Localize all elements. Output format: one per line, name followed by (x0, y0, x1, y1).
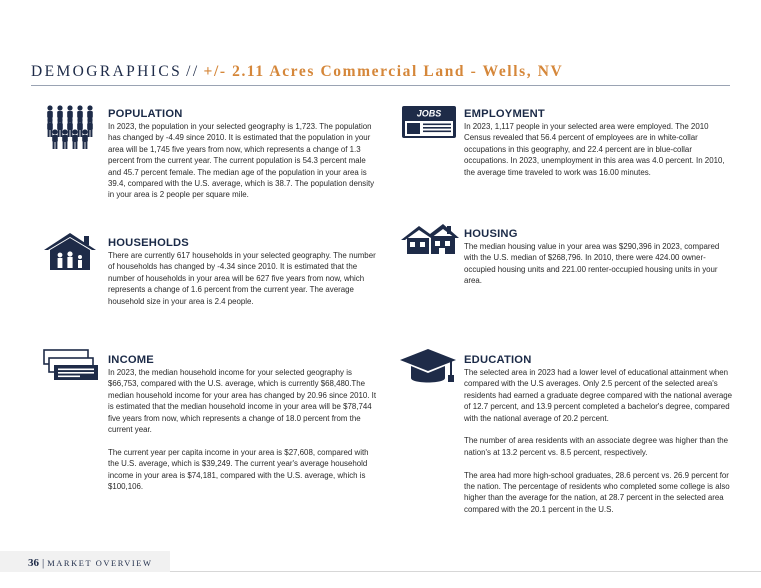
employment-section (464, 108, 734, 178)
house-icon (399, 220, 461, 256)
households-text: There are currently 617 households in your selected geography. The number of households has changed by -4.34 since 2010. It is estimated that the number of households in your area will be 627 five years from now, which represents a change of 1.6 percent from the current year. The average household size in your area is 2.4 people. (108, 251, 376, 306)
education-title: EDUCATION (464, 354, 532, 366)
footer-separator: | (42, 557, 45, 569)
education-text: The selected area in 2023 had a lower level of educational attainment when compared with the U.S averages. Only 2.5 percent of the selected area's residents had earned a graduate degree compared with the national average of 12.7 percent, and 13.9 percent completed a bachelor's degree, compared with the national average of 20.2 percent. The number of area residents with an associate degree was higher than the nation's at 13.2 percent vs. 8.5 percent, respectively. The area had more high-school graduates, 28.6 percent vs. 26.9 percent for the nation. The percentage of residents who completed some college is also higher than the average for the nation, at 28.7 percent in the selected area compared with the 20.1 percent in the U.S. (464, 368, 733, 514)
housing-text: The median housing value in your area was $290,396 in 2023, compared with the U.S. median of $268,796. In 2010, there were 424.00 owner-occupied housing units and 221.00 renter-occupied housing units in your area. (464, 242, 720, 286)
household-icon (44, 232, 100, 272)
header-divider (31, 85, 730, 86)
header-separator: // (186, 63, 200, 80)
population-text: In 2023, the population in your selected geography is 1,723. The population has changed by -4.49 since 2010. It is estimated that the population in your area will be 1,745 five years from now, which represents a change of 1.3 percent from the current year. The current population is 54.3 percent male and 45.7 percent female. The median age of the population in your area is 39.4, compared with the U.S. average, which is 38.7. The population density in your area is 2 people per square mile. (108, 122, 375, 200)
income-section (108, 354, 380, 492)
money-icon (42, 348, 100, 382)
employment-text: In 2023, 1,117 people in your selected area were employed. The 2010 Census revealed that 56.4 percent of employees are in white-collar occupations in this geography, and 22.4 percent are in blue-collar occupations. In 2023, unemployment in this area was 4.0 percent. In 2010, the average time traveled to work was 16.00 minutes. (464, 122, 725, 177)
page-number: 36 (28, 557, 39, 569)
households-section (108, 237, 380, 307)
population-icon (45, 105, 99, 151)
footer-divider (170, 571, 761, 572)
graduation-cap-icon (398, 346, 458, 390)
education-section (464, 354, 734, 515)
income-text: In 2023, the median household income for your selected geography is $66,753, compared with the U.S. average, which is currently $68,480.The median household income for your area has changed by 20.96 since 2010. It is estimated that the median household income in your area will be $78,744 five years from now, which represents a change of 18.0 percent from the current year. The current year per capita income in your area is $27,608, compared with the U.S. average, which is $39,249. The current year's average household income in your area is $74,181, compared with the U.S. average, which is $100,106. (108, 368, 377, 492)
housing-section (464, 228, 734, 287)
footer-label: MARKET OVERVIEW (47, 559, 153, 568)
header-section-title: DEMOGRAPHICS (31, 63, 183, 80)
page-header (31, 63, 563, 81)
income-title: INCOME (108, 354, 154, 366)
jobs-icon-label: JOBS (416, 108, 442, 119)
housing-title: HOUSING (464, 228, 518, 240)
employment-title: EMPLOYMENT (464, 108, 545, 120)
population-title: POPULATION (108, 108, 183, 120)
jobs-icon (401, 104, 459, 140)
households-title: HOUSEHOLDS (108, 237, 189, 249)
population-section (108, 108, 380, 201)
page-footer (0, 551, 170, 572)
header-property-name: +/- 2.11 Acres Commercial Land - Wells, NV (203, 63, 564, 80)
